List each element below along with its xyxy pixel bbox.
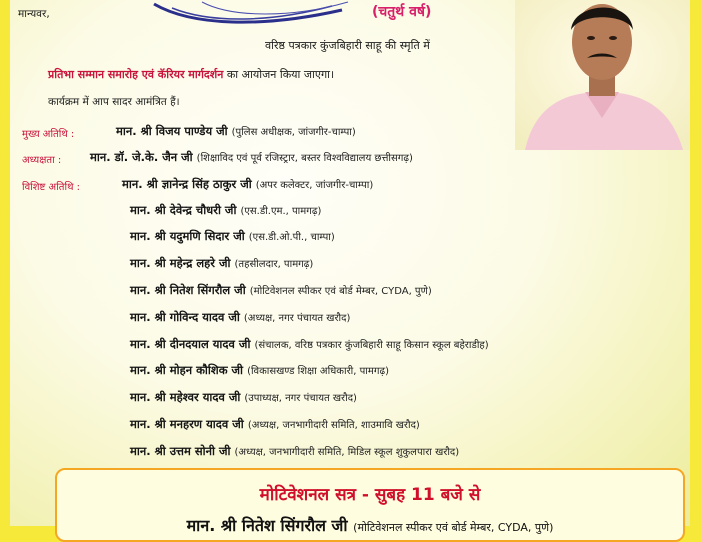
special-guest-desc: (संचालक, वरिष्ठ पत्रकार कुंजबिहारी साहू किसान स्कूल बहेराडीह) [254, 340, 489, 351]
special-guest-desc: (अपर कलेक्टर, जांजगीर-चाम्पा) [255, 180, 374, 191]
special-guest-desc: (तहसीलदार, पामगढ़) [234, 259, 314, 270]
special-guest-name: मान. श्री यदुमणि सिदार जी (एस.डी.ओ.पी., चाम्पा) [130, 229, 335, 243]
special-guest-role: विशिष्ट अतिथि : [22, 182, 81, 193]
chief-guest-role: मुख्य अतिथि : [22, 129, 75, 140]
special-guest-name: मान. श्री देवेन्द्र चौधरी जी (एस.डी.एम., पामगढ़) [130, 203, 322, 217]
event-rest: का आयोजन किया जाएगा। [223, 68, 335, 81]
special-guest-desc: (अध्यक्ष, जनभागीदारी समिति, मिडिल स्कूल शुकुलपारा खरौद) [234, 447, 460, 458]
greeting: मान्यवर, [18, 8, 50, 20]
chief-guest-desc: (पुलिस अधीक्षक, जांजगीर-चाम्पा) [231, 127, 356, 138]
president-role: अध्यक्षता : [22, 155, 62, 166]
motivational-speaker-desc: (मोटिवेशनल स्पीकर एवं बोर्ड मेम्बर, CYDA, पुणे) [353, 521, 554, 534]
special-guest-name: मान. श्री महेश्वर यादव जी (उपाध्यक्ष, नगर पंचायत खरौद) [130, 390, 357, 404]
president-name: मान. डॉ. जे.के. जैन जी (शिक्षाविद एवं पूर्व रजिस्ट्रार, बस्तर विश्वविद्यालय छत्तीसगढ़) [90, 150, 413, 164]
portrait-photo [515, 0, 690, 150]
special-guest-desc: (मोटिवेशनल स्पीकर एवं बोर्ड मेम्बर, CYDA, पुणे) [249, 286, 432, 297]
special-guest-name: मान. श्री मनहरण यादव जी (अध्यक्ष, जनभागीदारी समिति, शाउमावि खरौद) [130, 417, 420, 431]
motivational-banner [55, 468, 685, 542]
special-guest-name: मान. श्री उत्तम सोनी जी (अध्यक्ष, जनभागीदारी समिति, मिडिल स्कूल शुकुलपारा खरौद) [130, 444, 460, 458]
special-guest-name: मान. श्री दीनदयाल यादव जी (संचालक, वरिष्ठ पत्रकार कुंजबिहारी साहू किसान स्कूल बहेराडीह) [130, 337, 489, 351]
special-guest-desc: (अध्यक्ष, नगर पंचायत खरौद) [243, 313, 351, 324]
chief-guest-name: मान. श्री विजय पाण्डेय जी (पुलिस अधीक्षक, जांजगीर-चाम्पा) [116, 124, 356, 138]
special-guest-desc: (अध्यक्ष, जनभागीदारी समिति, शाउमावि खरौद) [247, 420, 420, 431]
invite-line: कार्यक्रम में आप सादर आमंत्रित हैं। [48, 96, 180, 108]
president-desc: (शिक्षाविद एवं पूर्व रजिस्ट्रार, बस्तर विश्वविद्यालय छत्तीसगढ़) [196, 153, 413, 164]
special-guest-name: मान. श्री मोहन कौशिक जी (विकासखण्ड शिक्षा अधिकारी, पामगढ़) [130, 363, 390, 377]
special-guest-name: मान. श्री नितेश सिंगरौल जी (मोटिवेशनल स्पीकर एवं बोर्ड मेम्बर, CYDA, पुणे) [130, 283, 432, 297]
event-highlight: प्रतिभा सम्मान समारोह एवं कॅरियर मार्गदर्शन [48, 68, 224, 81]
special-guest-name: मान. श्री गोविन्द यादव जी (अध्यक्ष, नगर पंचायत खरौद) [130, 310, 351, 324]
invitation-card [10, 0, 690, 535]
motivational-title: मोटिवेशनल सत्र - सुबह 11 बजे से [259, 485, 481, 505]
special-guest-desc: (एस.डी.ओ.पी., चाम्पा) [248, 232, 335, 243]
swoosh-decoration [152, 0, 352, 30]
special-guest-name: मान. श्री ज्ञानेन्द्र सिंह ठाकुर जी (अपर कलेक्टर, जांजगीर-चाम्पा) [122, 177, 374, 191]
special-guest-desc: (एस.डी.एम., पामगढ़) [240, 206, 322, 217]
edition-label: (चतुर्थ वर्ष) [372, 4, 432, 20]
memory-line: वरिष्ठ पत्रकार कुंजबिहारी साहू की स्मृति में [265, 39, 430, 52]
motivational-speaker: मान. श्री नितेश सिंगरौल जी (मोटिवेशनल स्पीकर एवं बोर्ड मेम्बर, CYDA, पुणे) [186, 516, 554, 535]
special-guest-desc: (उपाध्यक्ष, नगर पंचायत खरौद) [244, 393, 357, 404]
special-guest-desc: (विकासखण्ड शिक्षा अधिकारी, पामगढ़) [247, 366, 390, 377]
event-line [48, 67, 334, 82]
special-guest-name: मान. श्री महेन्द्र लहरे जी (तहसीलदार, पामगढ़) [130, 256, 314, 270]
